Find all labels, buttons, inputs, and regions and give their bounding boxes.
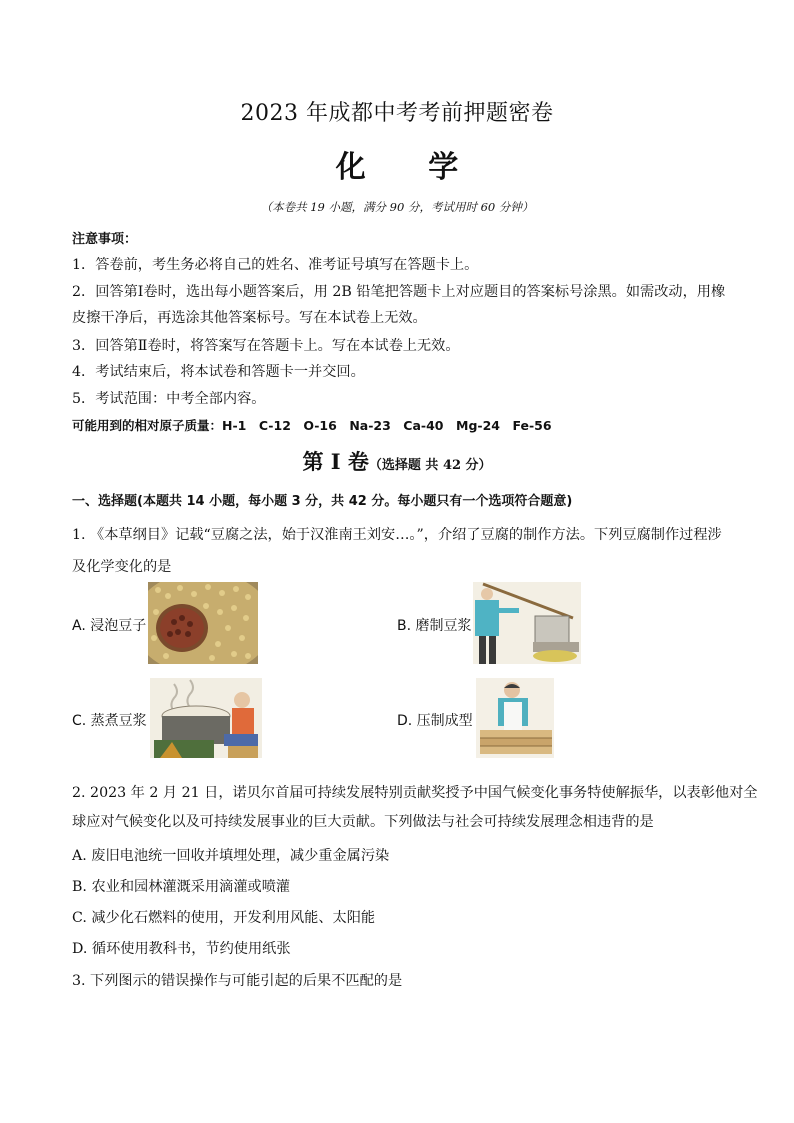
- q1-stem-line2: 及化学变化的是: [72, 559, 172, 575]
- q1-option-c: C. 蒸煮豆浆: [72, 713, 147, 729]
- atomic-masses: 可能用到的相对原子质量：H-1 C-12 O-16 Na-23 Ca-40 Mg-24 Fe-56: [72, 418, 552, 433]
- q1-option-a: A. 浸泡豆子: [72, 618, 147, 634]
- q2-stem-line2: 球应对气候变化以及可持续发展事业的巨大贡献。下列做法与社会可持续发展理念相违背的是: [72, 814, 654, 830]
- notice-item-4: 4．考试结束后，将本试卷和答题卡一并交回。: [72, 364, 365, 380]
- notice-item-2-cont: 皮擦干净后，再选涂其他答案标号。写在本试卷上无效。: [72, 310, 427, 326]
- q1-option-b: B. 磨制豆浆: [397, 618, 472, 634]
- q1-option-c-image: [150, 678, 262, 758]
- exam-info: （本卷共 19 小题，满分 90 分，考试用时 60 分钟）: [260, 200, 534, 214]
- notice-item-1: 1．答卷前，考生务必将自己的姓名、准考证号填写在答题卡上。: [72, 257, 479, 273]
- q2-option-c: C. 减少化石燃料的使用，开发利用风能、太阳能: [72, 910, 376, 926]
- notice-heading: 注意事项：: [72, 232, 138, 247]
- subject-title: 化 学: [335, 150, 485, 185]
- q1-option-b-image: [473, 582, 581, 664]
- q2-option-a: A. 废旧电池统一回收并填埋处理，减少重金属污染: [72, 848, 390, 864]
- exam-title: 2023 年成都中考考前押题密卷: [240, 101, 554, 126]
- q2-stem-line1: 2. 2023 年 2 月 21 日，诺贝尔首届可持续发展特别贡献奖授予中国气候变化事务特使解振华，以表彰他对全: [72, 785, 758, 801]
- section-title-main: 第 I 卷: [302, 449, 369, 474]
- section-title: [0, 446, 794, 476]
- section-instruction: 一、选择题(本题共 14 小题，每小题 3 分，共 42 分。每小题只有一个选项符合题意): [72, 494, 573, 509]
- q1-option-a-image: [148, 582, 258, 664]
- q1-option-d-image: [476, 678, 554, 758]
- notice-item-3: 3．回答第Ⅱ卷时，将答案写在答题卡上。写在本试卷上无效。: [72, 338, 460, 354]
- q2-option-d: D. 循环使用教科书，节约使用纸张: [72, 941, 291, 957]
- q1-stem-line1: 1. 《本草纲目》记载“豆腐之法，始于汉淮南王刘安…。”，介绍了豆腐的制作方法。下列豆腐制作过程涉: [72, 527, 722, 543]
- notice-item-5: 5．考试范围：中考全部内容。: [72, 391, 266, 407]
- notice-item-2: 2．回答第Ⅰ卷时，选出每小题答案后，用 2B 铅笔把答题卡上对应题目的答案标号涂黑。如需改动，用橡: [72, 284, 726, 300]
- q1-option-d: D. 压制成型: [397, 713, 473, 729]
- section-title-sub: （选择题 共 42 分）: [368, 458, 492, 473]
- q3-stem: 3. 下列图示的错误操作与可能引起的后果不匹配的是: [72, 973, 403, 989]
- q2-option-b: B. 农业和园林灌溉采用滴灌或喷灌: [72, 879, 291, 895]
